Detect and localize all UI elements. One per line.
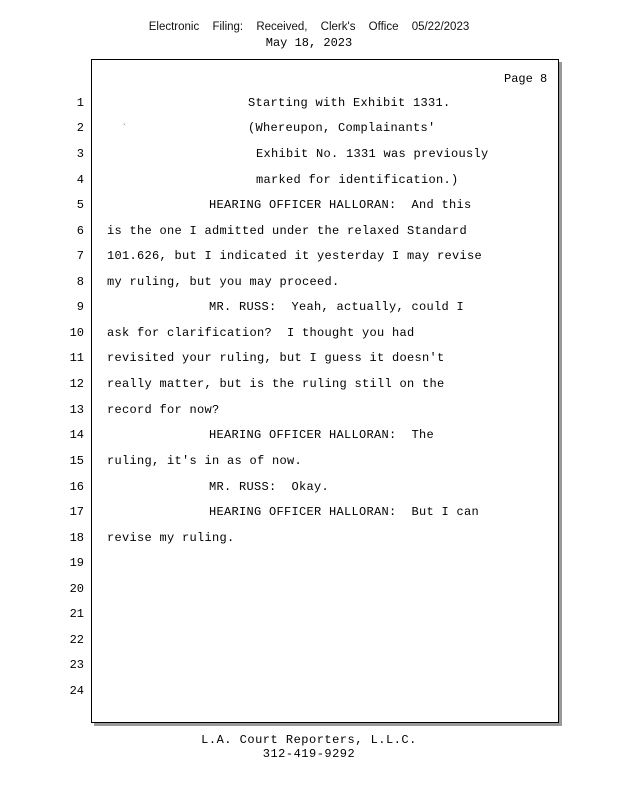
- line-number: 8: [76, 275, 84, 289]
- reporter-company: L.A. Court Reporters, L.L.C.: [201, 733, 417, 747]
- transcript-line: ask for clarification? I thought you had: [107, 326, 415, 340]
- line-number: 10: [69, 326, 84, 340]
- line-number: 19: [69, 556, 84, 570]
- transcript-line: my ruling, but you may proceed.: [107, 275, 340, 289]
- filing-stamp: [0, 21, 618, 33]
- transcript-line: marked for identification.): [256, 173, 459, 187]
- line-number: 6: [76, 224, 84, 238]
- filing-word: Received,: [256, 21, 308, 33]
- line-number: 13: [69, 403, 84, 417]
- line-number: 9: [76, 300, 84, 314]
- line-number: 3: [76, 147, 84, 161]
- line-number: 7: [76, 249, 84, 263]
- transcript-line: 101.626, but I indicated it yesterday I may revise: [107, 249, 483, 263]
- line-number: 15: [69, 454, 84, 468]
- transcript-line: ruling, it's in as of now.: [107, 454, 303, 468]
- transcript-line: (Whereupon, Complainants': [248, 121, 436, 135]
- line-number: 22: [69, 633, 84, 647]
- line-number: 12: [69, 377, 84, 391]
- transcript-line: Starting with Exhibit 1331.: [248, 96, 451, 110]
- transcript-line: HEARING OFFICER HALLORAN: And this: [209, 198, 472, 212]
- line-number: 23: [69, 658, 84, 672]
- line-number: 17: [69, 505, 84, 519]
- filing-word: Clerk's: [320, 21, 356, 33]
- line-number: 24: [69, 684, 84, 698]
- line-number: 14: [69, 428, 84, 442]
- stray-mark: `: [123, 123, 126, 132]
- filing-word: Office: [368, 21, 399, 33]
- reporter-phone: 312-419-9292: [262, 747, 356, 761]
- transcript-line: MR. RUSS: Okay.: [209, 480, 330, 494]
- transcript-line: MR. RUSS: Yeah, actually, could I: [209, 300, 465, 314]
- transcript-line: revisited your ruling, but I guess it doesn't: [107, 351, 445, 365]
- line-number: 5: [76, 198, 84, 212]
- line-number: 18: [69, 531, 84, 545]
- transcript-line: is the one I admitted under the relaxed Standard: [107, 224, 468, 238]
- filing-word: Filing:: [212, 21, 244, 33]
- transcript-line: HEARING OFFICER HALLORAN: But I can: [209, 505, 480, 519]
- line-number: 20: [69, 582, 84, 596]
- line-number: 4: [76, 173, 84, 187]
- line-number: 11: [69, 351, 84, 365]
- line-number: 2: [76, 121, 84, 135]
- transcript-line: Exhibit No. 1331 was previously: [256, 147, 489, 161]
- line-number: 16: [69, 480, 84, 494]
- transcript-line: really matter, but is the ruling still on the: [107, 377, 445, 391]
- transcript-line: HEARING OFFICER HALLORAN: The: [209, 428, 435, 442]
- filing-date: 05/22/2023: [411, 21, 470, 33]
- filing-word: Electronic: [148, 21, 200, 33]
- transcript-date: May 18, 2023: [265, 36, 353, 50]
- transcript-line: record for now?: [107, 403, 220, 417]
- line-number: 1: [76, 96, 84, 110]
- transcript-line: revise my ruling.: [107, 531, 235, 545]
- line-number: 21: [69, 607, 84, 621]
- page-number: Page 8: [504, 72, 548, 86]
